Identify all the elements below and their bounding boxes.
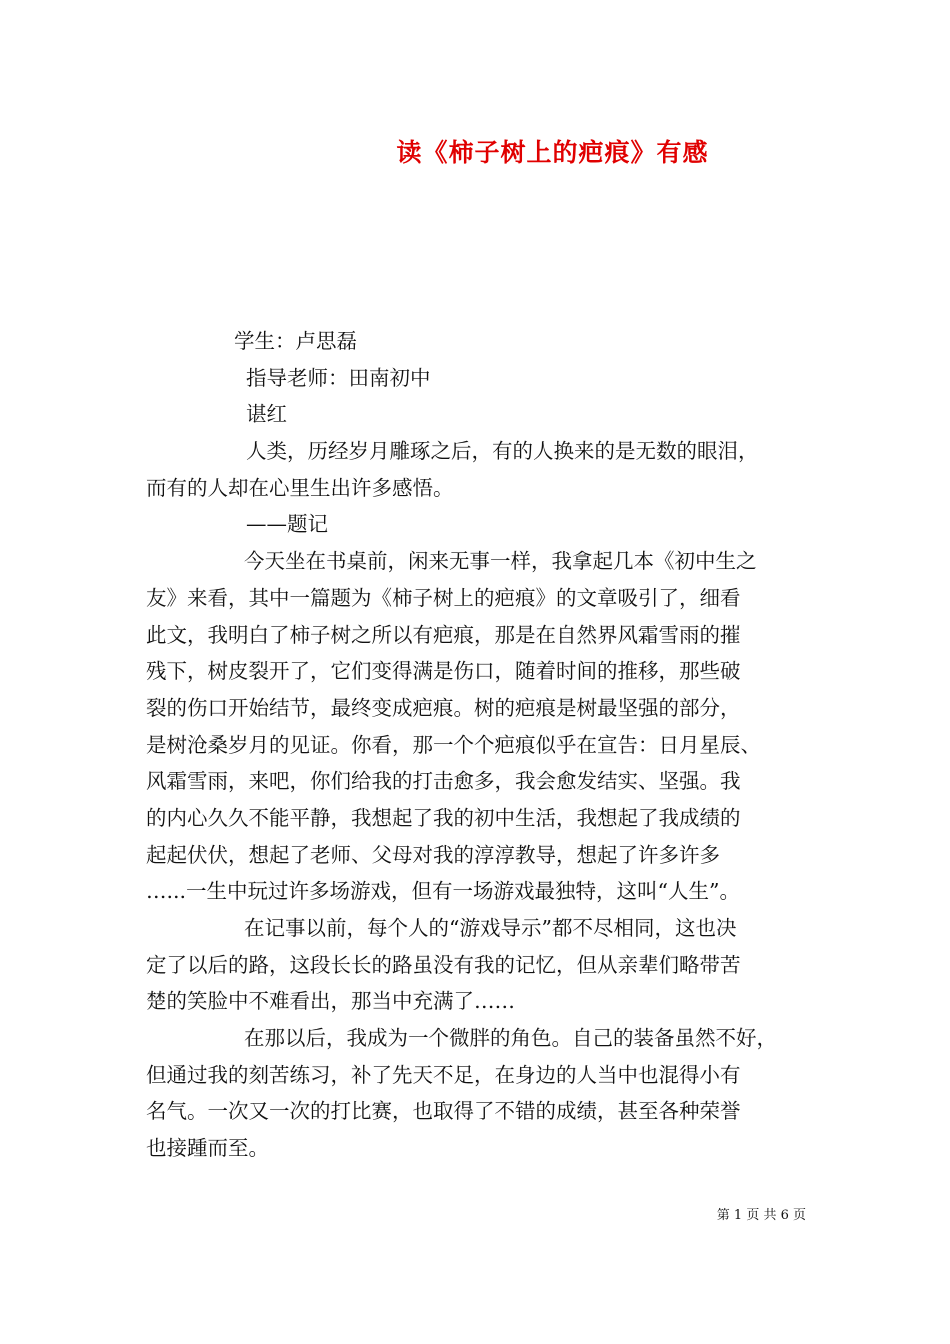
document-title: 读《柿子树上的疤痕》有感 bbox=[396, 138, 709, 167]
paragraph-3-line-4: 也接踵而至。 bbox=[146, 1136, 269, 1161]
page-number: 第 1 页 共 6 页 bbox=[716, 1208, 806, 1223]
epigraph-line-1: 人类，历经岁月雕琢之后，有的人换来的是无数的眼泪， bbox=[246, 439, 759, 464]
paragraph-1-line-10: …...一生中玩过许多场游戏，但有一场游戏最独特，这叫“人生”。 bbox=[146, 879, 741, 904]
paragraph-3-line-2: 但通过我的刻苦练习，补了先天不足，在身边的人当中也混得小有 bbox=[146, 1062, 741, 1087]
epigraph-note: ——题记 bbox=[246, 512, 328, 537]
teacher-name-line: 谌红 bbox=[246, 402, 287, 427]
student-line: 学生：卢思磊 bbox=[234, 329, 357, 353]
paragraph-1-line-3: 此文，我明白了柿子树之所以有疤痕，那是在自然界风霜雪雨的摧 bbox=[146, 622, 741, 647]
paragraph-2-line-3: 楚的笑脸中不难看出，那当中充满了…… bbox=[146, 989, 515, 1014]
paragraph-3-line-3: 名气。一次又一次的打比赛，也取得了不错的成绩，甚至各种荣誉 bbox=[146, 1099, 741, 1124]
paragraph-1-line-2: 友》来看，其中一篇题为《柿子树上的疤痕》的文章吸引了，细看 bbox=[146, 585, 741, 610]
paragraph-1-line-7: 风霜雪雨，来吧，你们给我的打击愈多，我会愈发结实、坚强。我 bbox=[146, 769, 741, 794]
paragraph-1-line-4: 残下，树皮裂开了，它们变得满是伤口，随着时间的推移，那些破 bbox=[146, 659, 741, 684]
paragraph-1-line-6: 是树沧桑岁月的见证。你看，那一个个疤痕似乎在宣告：日月星辰、 bbox=[146, 732, 761, 757]
document-body bbox=[146, 323, 811, 1167]
paragraph-2-line-1: 在记事以前，每个人的“游戏导示”都不尽相同，这也决 bbox=[244, 916, 737, 940]
paragraph-1-line-1: 今天坐在书桌前，闲来无事一样，我拿起几本《初中生之 bbox=[244, 549, 757, 574]
epigraph-line-2: 而有的人却在心里生出许多感悟。 bbox=[146, 475, 454, 500]
teacher-line: 指导老师：田南初中 bbox=[246, 365, 431, 390]
paragraph-1-line-5: 裂的伤口开始结节，最终变成疤痕。树的疤痕是树最坚强的部分， bbox=[146, 695, 741, 720]
paragraph-1-line-8: 的内心久久不能平静，我想起了我的初中生活，我想起了我成绩的 bbox=[146, 805, 741, 830]
paragraph-1-line-9: 起起伏伏，想起了老师、父母对我的淳淳教导，想起了许多许多 bbox=[146, 842, 720, 867]
paragraph-3-line-1: 在那以后，我成为一个微胖的角色。自己的装备虽然不好， bbox=[244, 1026, 777, 1051]
paragraph-2-line-2: 定了以后的路，这段长长的路虽没有我的记忆，但从亲辈们略带苦 bbox=[146, 952, 741, 977]
